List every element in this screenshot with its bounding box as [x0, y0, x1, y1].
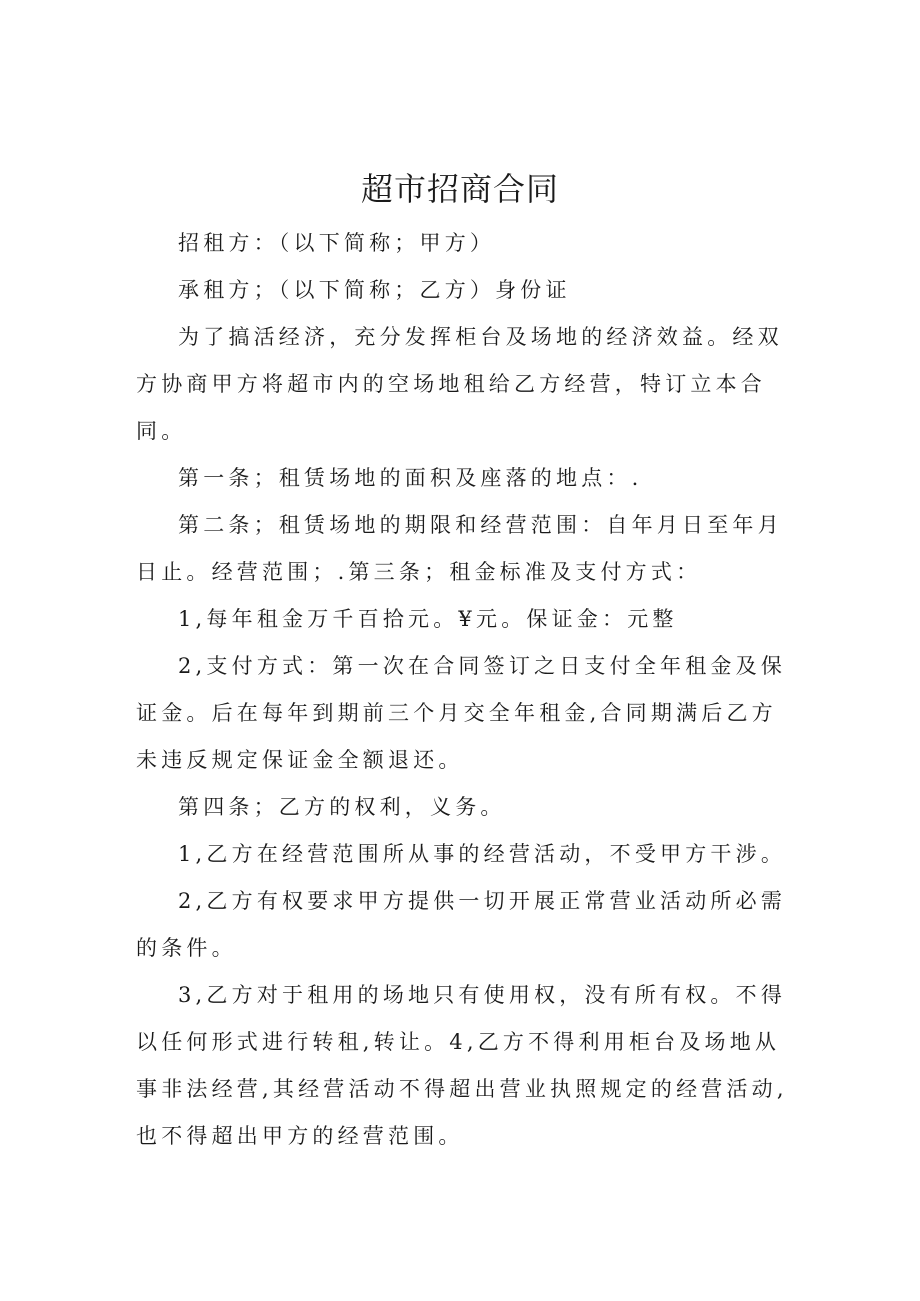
party-b-right-2: 2,乙方有权要求甲方提供一切开展正常营业活动所必需的条件。 — [136, 889, 787, 960]
party-a-line: 招租方：（以下简称；甲方） — [178, 231, 496, 255]
rent-clause-1: 1,每年租金万千百拾元。¥元。保证金：元整 — [178, 607, 678, 631]
party-b-right-3-4: 3,乙方对于租用的场地只有使用权，没有所有权。不得以任何形式进行转租,转让。4,乙方不得利用柜台及场地从事非法经营,其经营活动不得超出营业执照规定的经营活动,也不得超出甲方的经营范围。 — [136, 983, 788, 1148]
party-b-right-1: 1,乙方在经营范围所从事的经营活动，不受甲方干涉。 — [178, 842, 787, 866]
article-4-heading: 第四条；乙方的权利，义务。 — [178, 795, 506, 819]
article-1-paragraph: 第一条；租赁场地的面积及座落的地点：. — [178, 466, 643, 490]
preamble-paragraph: 为了搞活经济，充分发挥柜台及场地的经济效益。经双方协商甲方将超市内的空场地租给乙方经营，特订立本合同。 — [136, 325, 783, 443]
payment-clause-2: 2,支付方式：第一次在合同签订之日支付全年租金及保证金。后在每年到期前三个月交全年租金,合同期满后乙方未违反规定保证金全额退还。 — [136, 654, 787, 772]
document-body — [136, 220, 800, 1160]
party-b-line: 承租方；（以下简称；乙方）身份证 — [178, 278, 571, 302]
document-title: 超市招商合同 — [360, 170, 559, 208]
article-2-3-paragraph: 第二条；租赁场地的期限和经营范围：自年月日至年月日止。经营范围；.第三条；租金标准及支付方式： — [136, 513, 783, 584]
